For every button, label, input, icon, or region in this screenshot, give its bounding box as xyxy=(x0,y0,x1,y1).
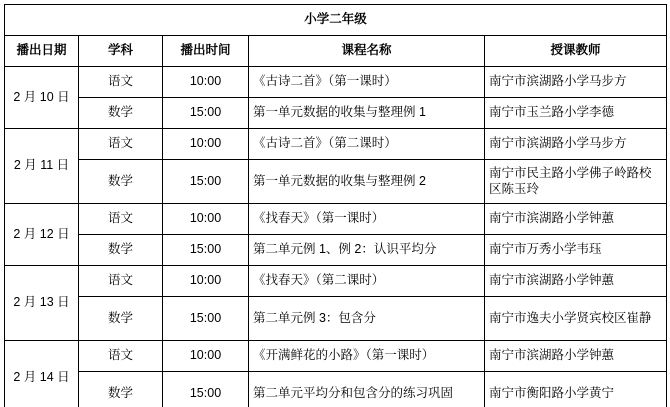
cell-course: 《找春天》（第一课时） xyxy=(249,204,485,235)
cell-time: 15:00 xyxy=(163,98,249,129)
table-row xyxy=(5,129,667,160)
cell-subject: 语文 xyxy=(79,129,163,160)
cell-course: 《开满鲜花的小路》（第一课时） xyxy=(249,341,485,372)
cell-teacher: 南宁市万秀小学韦珏 xyxy=(485,235,667,266)
cell-subject: 语文 xyxy=(79,341,163,372)
cell-course: 《古诗二首》（第一课时） xyxy=(249,67,485,98)
cell-subject: 数学 xyxy=(79,297,163,341)
column-header-subject: 学科 xyxy=(79,36,163,67)
cell-time: 10:00 xyxy=(163,204,249,235)
cell-course: 第一单元数据的收集与整理例 1 xyxy=(249,98,485,129)
schedule-table xyxy=(4,4,667,407)
table-row xyxy=(5,160,667,204)
cell-date: 2 月 12 日 xyxy=(5,204,79,266)
table-row xyxy=(5,235,667,266)
cell-date: 2 月 14 日 xyxy=(5,341,79,407)
cell-course: 《古诗二首》（第二课时） xyxy=(249,129,485,160)
cell-date: 2 月 10 日 xyxy=(5,67,79,129)
table-title-row xyxy=(5,5,667,36)
cell-subject: 数学 xyxy=(79,98,163,129)
cell-subject: 数学 xyxy=(79,235,163,266)
table-row xyxy=(5,67,667,98)
column-header-teacher: 授课教师 xyxy=(485,36,667,67)
cell-subject: 数学 xyxy=(79,160,163,204)
cell-teacher: 南宁市逸夫小学贤宾校区崔静 xyxy=(485,297,667,341)
cell-teacher: 南宁市滨湖路小学钟蕙 xyxy=(485,204,667,235)
cell-time: 15:00 xyxy=(163,372,249,407)
cell-course: 第二单元例 3：包含分 xyxy=(249,297,485,341)
cell-subject: 语文 xyxy=(79,204,163,235)
table-row xyxy=(5,341,667,372)
cell-subject: 语文 xyxy=(79,266,163,297)
column-header-course: 课程名称 xyxy=(249,36,485,67)
table-row xyxy=(5,372,667,407)
cell-time: 15:00 xyxy=(163,297,249,341)
cell-time: 10:00 xyxy=(163,67,249,98)
cell-course: 第二单元例 1、例 2：认识平均分 xyxy=(249,235,485,266)
cell-date: 2 月 11 日 xyxy=(5,129,79,204)
cell-subject: 数学 xyxy=(79,372,163,407)
cell-date: 2 月 13 日 xyxy=(5,266,79,341)
cell-course: 第二单元平均分和包含分的练习巩固 xyxy=(249,372,485,407)
cell-time: 10:00 xyxy=(163,129,249,160)
cell-time: 10:00 xyxy=(163,266,249,297)
column-header-date: 播出日期 xyxy=(5,36,79,67)
cell-course: 第一单元数据的收集与整理例 2 xyxy=(249,160,485,204)
cell-time: 10:00 xyxy=(163,341,249,372)
table-header-row xyxy=(5,36,667,67)
cell-teacher: 南宁市滨湖路小学钟蕙 xyxy=(485,341,667,372)
cell-teacher: 南宁市滨湖路小学马步方 xyxy=(485,129,667,160)
cell-teacher: 南宁市滨湖路小学钟蕙 xyxy=(485,266,667,297)
cell-time: 15:00 xyxy=(163,160,249,204)
table-row xyxy=(5,266,667,297)
cell-teacher: 南宁市玉兰路小学李德 xyxy=(485,98,667,129)
cell-teacher: 南宁市滨湖路小学马步方 xyxy=(485,67,667,98)
cell-teacher: 南宁市民主路小学佛子岭路校区陈玉玲 xyxy=(485,160,667,204)
table-row xyxy=(5,98,667,129)
cell-subject: 语文 xyxy=(79,67,163,98)
cell-time: 15:00 xyxy=(163,235,249,266)
page-title: 小学二年级 xyxy=(5,5,667,36)
cell-teacher: 南宁市衡阳路小学黄宁 xyxy=(485,372,667,407)
cell-course: 《找春天》（第二课时） xyxy=(249,266,485,297)
table-row xyxy=(5,204,667,235)
column-header-time: 播出时间 xyxy=(163,36,249,67)
table-row xyxy=(5,297,667,341)
